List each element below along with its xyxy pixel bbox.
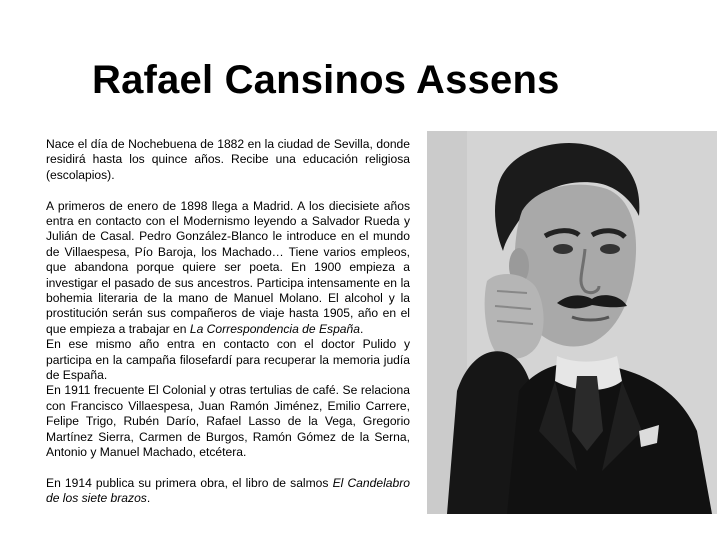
paragraph-text: Nace el día de Nochebuena de 1882 en la ciudad de Sevilla, donde residirá hasta los quince años. Recibe una educación religiosa (escolapios). [46, 137, 410, 182]
book-title: El Candelabro de los siete brazos [46, 475, 410, 506]
paragraph-pulido [46, 337, 410, 383]
biography-text [46, 137, 410, 507]
paragraph-birth [46, 137, 410, 183]
paragraph-end: . [146, 491, 151, 506]
paragraph-1914 [46, 476, 410, 507]
newspaper-title: La Correspondencia de España [189, 321, 360, 336]
paragraph-madrid [46, 199, 410, 338]
slide-title: Rafael Cansinos Assens [92, 58, 560, 102]
paragraph-text: En ese mismo año entra en contacto con el doctor Pulido y participa en la campaña filosefardí para recuperar la memoria judía de España. [46, 337, 410, 383]
paragraph-end: . [359, 321, 364, 336]
portrait-illustration [427, 131, 717, 514]
paragraph-text: En 1914 publica su primera obra, el libro de salmos [46, 475, 333, 490]
portrait-photo [427, 131, 717, 514]
paragraph-text: En 1911 frecuente El Colonial y otras tertulias de café. Se relaciona con Francisco Villaespesa, Juan Ramón Jiménez, Emilio Carrere, Felipe Trigo, Rubén Darío, Rafael Lasso de la Vega, Gregorio Martínez Sierra, Carmen de Burgos, Ramón Gómez de la Serna, Antonio y Manuel Machado, etcétera. [46, 383, 410, 460]
paragraph-1911 [46, 383, 410, 460]
paragraph-text: A primeros de enero de 1898 llega a Madrid. A los diecisiete años entra en contacto con el Modernismo leyendo a Salvador Rueda y Julián de Casal. Pedro González-Blanco le introduce en el mundo de Villaespesa, Pío Baroja, los Machado… Tiene varios empleos, que abandona porque quiere ser poeta. En 1900 empieza a investigar el pasado de sus ancestros. Participa intensamente en la bohemia literaria de la mano de Manuel Molano. El alcohol y la prostitución serán sus compañeros de viaje hasta 1905, año en el que empieza a trabajar en [46, 198, 410, 336]
